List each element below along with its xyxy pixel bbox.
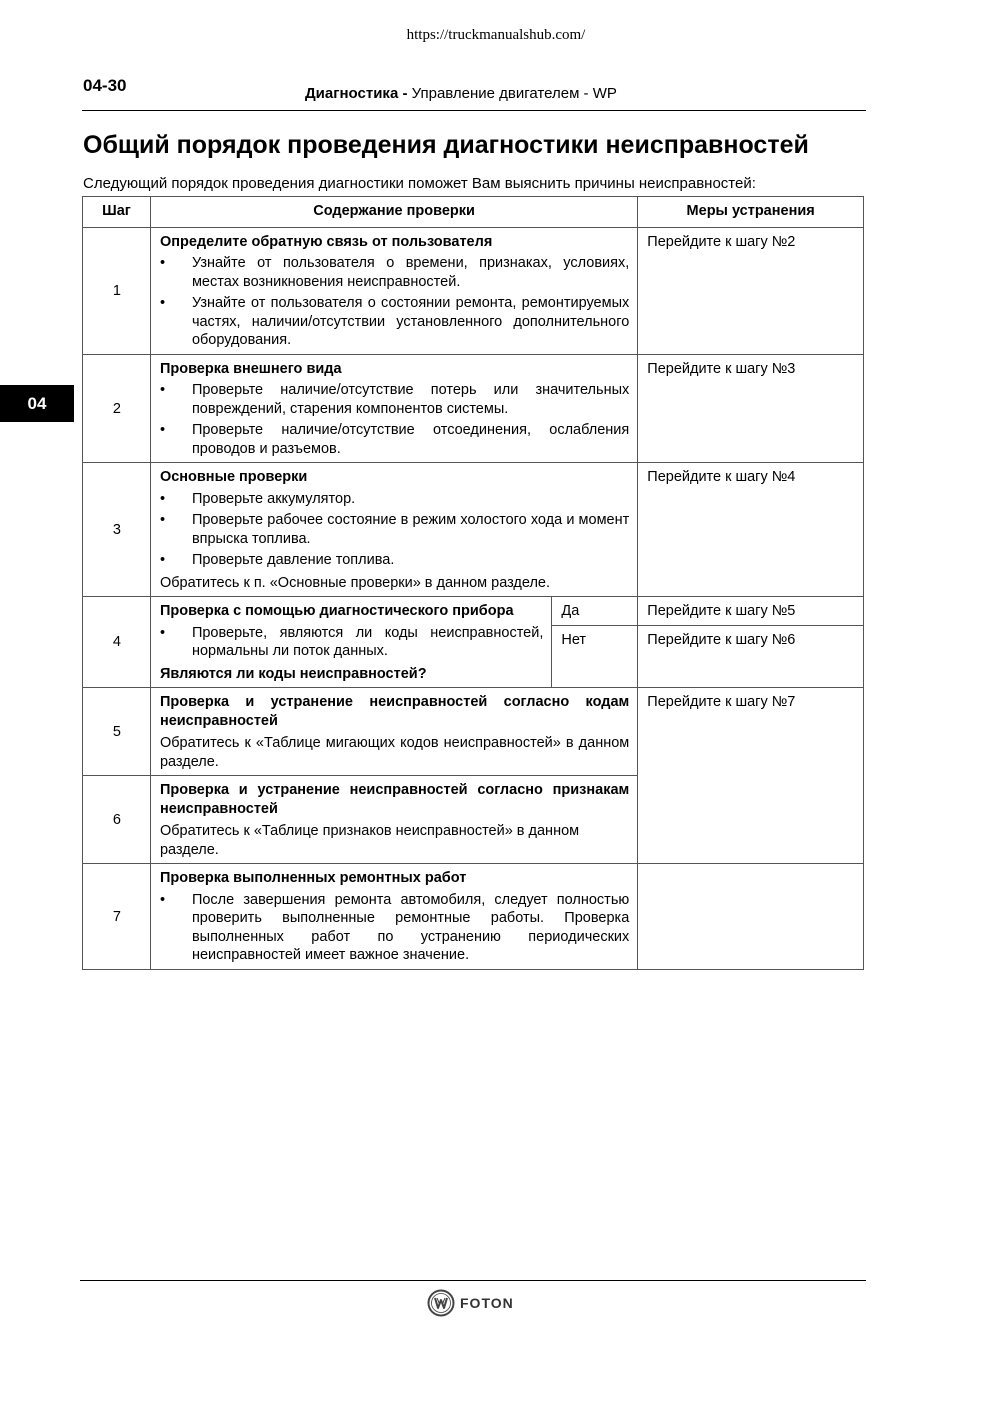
step-action: Перейдите к шагу №5 [638, 597, 864, 626]
answer-yes: Да [552, 597, 638, 626]
step-heading: Проверка и устранение неисправностей согласно кодам неисправностей [159, 694, 630, 729]
bullet-item: • Проверьте наличие/отсутствие потерь или значительных повреждений, старения компонентов системы. [160, 381, 629, 418]
answer-no: Нет [552, 626, 638, 688]
step-content [150, 227, 637, 354]
table-row [83, 688, 864, 776]
table-header-row [83, 197, 864, 228]
step-content [150, 864, 637, 970]
header-divider [82, 110, 866, 111]
step-content [150, 597, 551, 688]
step-content [150, 463, 637, 597]
page-number: 04-30 [83, 76, 127, 95]
foton-logo [427, 1289, 514, 1317]
step-heading: Проверка внешнего вида [159, 360, 342, 377]
intro-text: Следующий порядок проведения диагностики поможет Вам выяснить причины неисправностей: [83, 175, 756, 192]
running-header [305, 85, 617, 102]
table-row [83, 354, 864, 463]
table-row [83, 864, 864, 970]
step-heading: Основные проверки [159, 469, 308, 485]
table-row [83, 227, 864, 354]
column-header-content: Содержание проверки [150, 197, 637, 228]
step-action: Перейдите к шагу №3 [638, 354, 864, 463]
step-note: Обратитесь к «Таблице признаков неисправностей» в данном разделе. [159, 823, 580, 858]
bullet-item: • Проверьте наличие/отсутствие отсоединения, ослабления проводов и разъемов. [160, 421, 629, 458]
foton-logo-text: FOTON [460, 1295, 514, 1311]
bullet-item: • Узнайте от пользователя о состоянии ремонта, ремонтируемых частях, наличии/отсутствии установленного дополнительного оборудования. [160, 294, 629, 350]
step-number: 1 [83, 227, 151, 354]
step-question: Являются ли коды неисправностей? [159, 665, 427, 682]
footer-divider [80, 1280, 866, 1281]
step-number: 6 [83, 776, 151, 864]
foton-logo-icon [427, 1289, 455, 1317]
step-heading: Проверка с помощью диагностического прибора [159, 603, 514, 619]
step-note: Обратитесь к «Таблице мигающих кодов неисправностей» в данном разделе. [159, 735, 630, 770]
running-header-subsection: Управление двигателем - WP [407, 85, 617, 102]
step-content [150, 354, 637, 463]
step-number: 2 [83, 354, 151, 463]
step-number: 4 [83, 597, 151, 688]
column-header-step: Шаг [83, 197, 151, 228]
chapter-tab: 04 [0, 385, 74, 422]
step-heading: Проверка и устранение неисправностей согласно признакам неисправностей [159, 782, 630, 817]
bullet-item: • Проверьте рабочее состояние в режим холостого хода и момент впрыска топлива. [160, 511, 629, 548]
column-header-action: Меры устранения [638, 197, 864, 228]
step-action: Перейдите к шагу №2 [638, 227, 864, 354]
step-action [638, 864, 864, 970]
table-row [83, 597, 864, 626]
diagnostic-table [82, 196, 864, 970]
step-number: 3 [83, 463, 151, 597]
step-heading: Проверка выполненных ремонтных работ [159, 870, 467, 886]
step-action: Перейдите к шагу №7 [638, 688, 864, 864]
bullet-item: • Проверьте аккумулятор. [160, 490, 629, 509]
source-url: https://truckmanualshub.com/ [406, 27, 586, 43]
bullet-item: • Узнайте от пользователя о времени, признаках, условиях, местах возникновения неисправностей. [160, 254, 629, 291]
step-action: Перейдите к шагу №4 [638, 463, 864, 597]
page-title: Общий порядок проведения диагностики неисправностей [83, 131, 809, 159]
step-number: 5 [83, 688, 151, 776]
step-note: Обратитесь к п. «Основные проверки» в данном разделе. [159, 574, 551, 591]
table-row [83, 463, 864, 597]
bullet-item: • Проверьте, являются ли коды неисправностей, нормальны ли поток данных. [160, 624, 543, 661]
step-content [150, 688, 637, 776]
step-action: Перейдите к шагу №6 [638, 626, 864, 688]
running-header-section: Диагностика - [305, 85, 408, 102]
step-content [150, 776, 637, 864]
bullet-item: • Проверьте давление топлива. [160, 551, 629, 570]
step-number: 7 [83, 864, 151, 970]
step-heading: Определите обратную связь от пользователя [159, 233, 493, 250]
bullet-item: • После завершения ремонта автомобиля, следует полностью проверить выполненные ремонтные работы. Проверка выполненных работ по устранению периодических неисправностей имеет важное значение. [160, 891, 629, 965]
